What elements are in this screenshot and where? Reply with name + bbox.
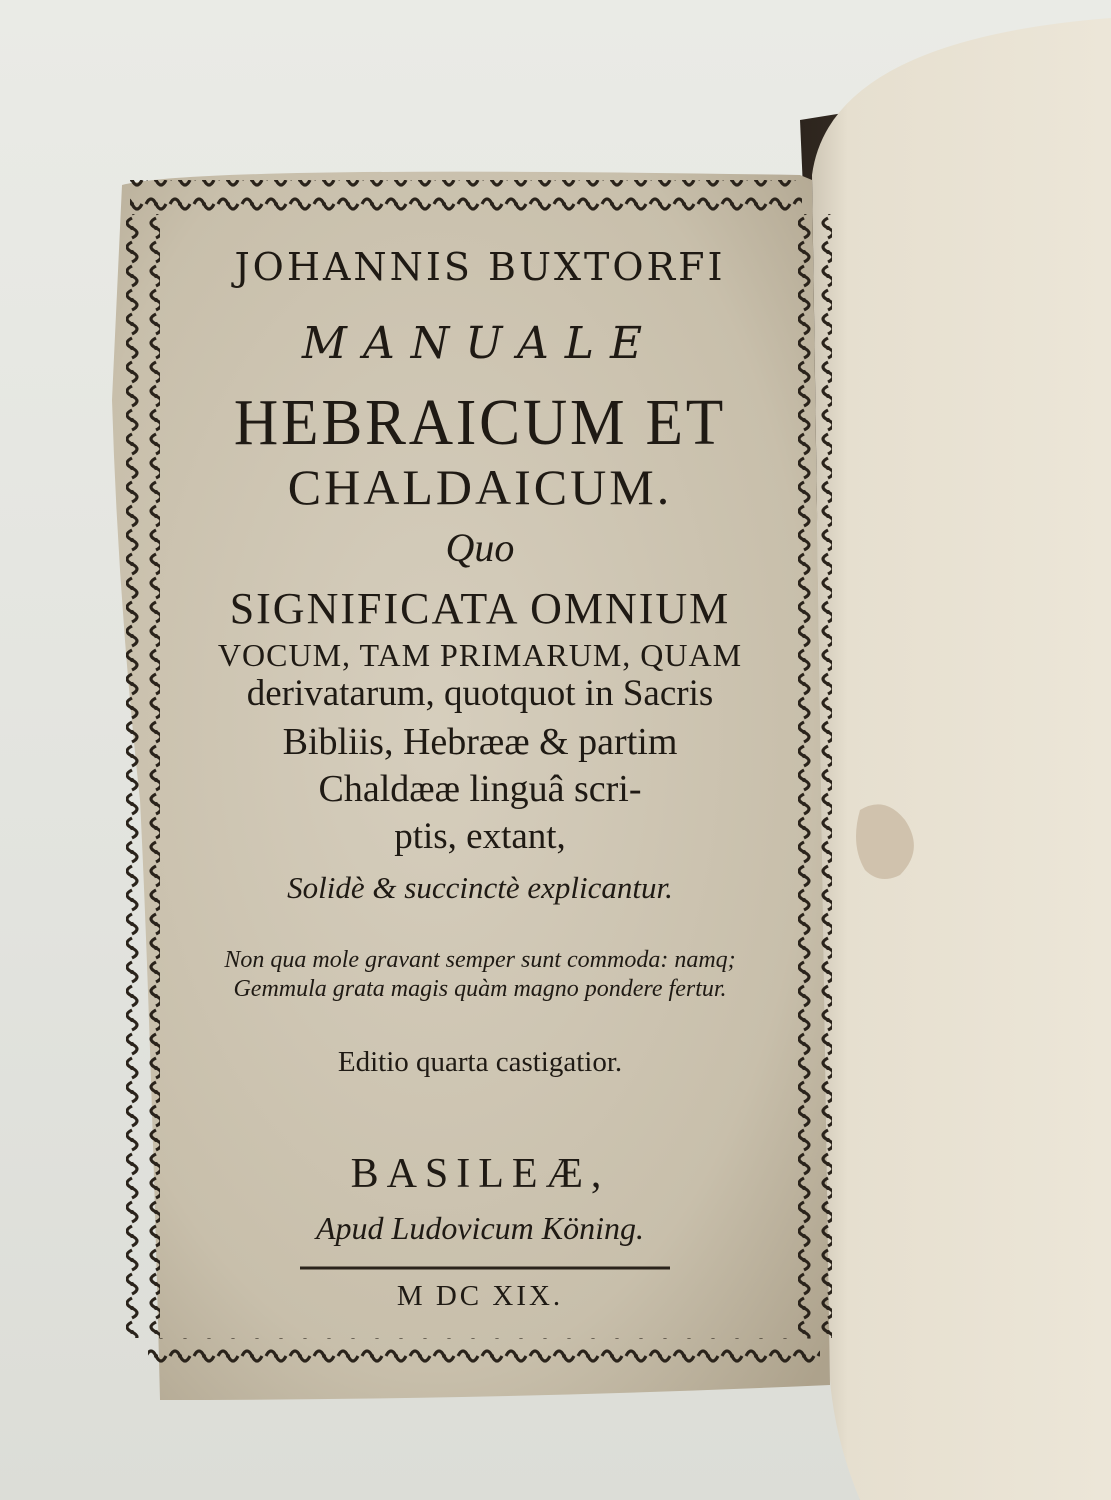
year-line: M DC XIX. xyxy=(396,1280,564,1312)
title-line-3: CHALDAICUM. xyxy=(287,459,673,515)
bibliis-line: Bibliis, Hebrææ & partim xyxy=(282,721,678,763)
significata-line: SIGNIFICATA OMNIUM xyxy=(229,584,731,633)
derivatarum-line: derivatarum, quotquot in Sacris xyxy=(246,673,714,714)
chaldaea-line: Chaldææ linguâ scri- xyxy=(318,768,642,810)
facing-page xyxy=(812,18,1111,1500)
motto-line-1: Non qua mole gravant semper sunt commoda: namq; xyxy=(224,947,736,973)
ornamental-border-top xyxy=(130,180,802,214)
place-line: BASILEÆ, xyxy=(350,1151,610,1197)
solide-line: Solidè & succinctè explicantur. xyxy=(287,870,673,905)
ptis-line: ptis, extant, xyxy=(394,816,566,857)
ornamental-border-bottom xyxy=(148,1338,820,1372)
title-word: MANUALE xyxy=(301,318,659,369)
author-line: JOHANNIS BUXTORFI xyxy=(234,245,726,289)
motto-line-2: Gemmula grata magis quàm magno pondere fertur. xyxy=(233,976,727,1002)
quo-line: Quo xyxy=(445,525,515,570)
vocum-line: VOCUM, TAM PRIMARUM, QUAM xyxy=(217,637,743,673)
printer-line: Apud Ludovicum Köning. xyxy=(316,1210,644,1246)
edition-line: Editio quarta castigatior. xyxy=(337,1046,623,1078)
title-line-2: HEBRAICUM ET xyxy=(233,386,727,459)
